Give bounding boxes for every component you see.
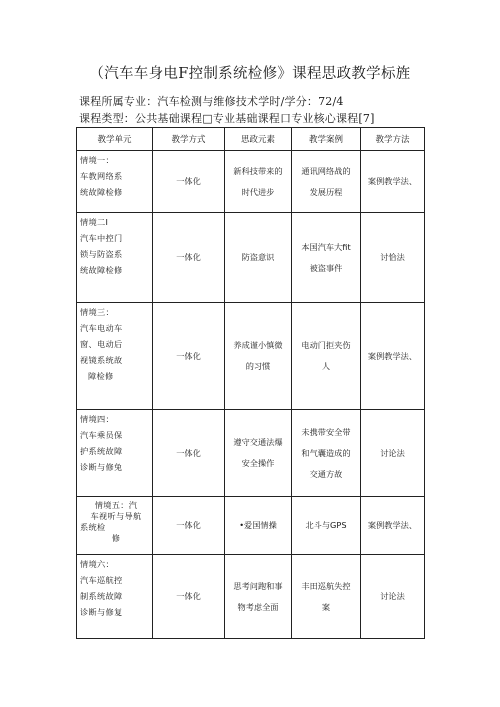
element-line: 防盗意识 xyxy=(241,252,275,262)
header-approach: 教学方法 xyxy=(361,128,425,151)
element-line: •爱国情操 xyxy=(239,520,277,530)
case-cell xyxy=(292,303,361,410)
approach-cell: 案例教学法、 xyxy=(361,151,425,213)
table-row xyxy=(77,303,425,410)
header-case: 教学案例 xyxy=(292,128,361,151)
unit-line: 统故障检修 xyxy=(80,265,123,275)
unit-line: 系统检 xyxy=(80,522,106,532)
element-cell xyxy=(225,151,292,213)
method-cell: 一体化 xyxy=(153,555,225,639)
element-line: 的习惯 xyxy=(245,361,271,371)
case-line: 发展历程 xyxy=(309,186,343,197)
case-line: 被盗事件 xyxy=(309,262,343,273)
unit-line: 汽车中控门 xyxy=(80,233,123,243)
method-cell: 一体化 xyxy=(153,410,225,497)
unit-cell xyxy=(77,410,153,497)
page-title: （汽车车身电F控制系统检修》课程思政教学标旌 xyxy=(89,66,411,82)
case-line: 交通方故 xyxy=(309,468,343,479)
case-line: 北斗与GPS xyxy=(305,520,347,530)
element-line: 思考问跑和事 xyxy=(233,580,283,591)
case-cell xyxy=(292,410,361,497)
element-line: 遵守交通法爆 xyxy=(233,437,283,447)
case-cell xyxy=(292,151,361,213)
teaching-standard-table xyxy=(76,127,425,639)
case-line: 案 xyxy=(321,601,331,612)
unit-line: 锁与防盗系 xyxy=(80,249,123,259)
table-row xyxy=(77,555,425,639)
unit-line: 情境四： xyxy=(80,414,114,424)
unit-line: 诊断与修复 xyxy=(80,607,123,617)
element-cell xyxy=(225,213,292,303)
case-cell xyxy=(292,213,361,303)
approach-cell: 讨恰法 xyxy=(361,213,425,303)
header-unit: 教学单元 xyxy=(77,128,153,151)
method-cell: 一体化 xyxy=(153,213,225,303)
unit-line: 车视听与导航 xyxy=(90,511,142,521)
unit-cell xyxy=(77,303,153,410)
unit-line: 护系统故障 xyxy=(80,446,123,456)
element-line: 安全操作 xyxy=(241,458,275,468)
element-line: 物考虑全面 xyxy=(237,601,279,612)
case-cell xyxy=(292,555,361,639)
element-line: 时代进步 xyxy=(241,186,275,197)
course-major-hours: 课程所属专业：汽车检测与维修技术学时/学分：72/4 xyxy=(79,95,344,108)
method-cell: 一体化 xyxy=(153,151,225,213)
approach-cell: 案例教学法、 xyxy=(361,303,425,410)
unit-line: 窗、电动后 xyxy=(80,339,123,349)
table-row xyxy=(77,410,425,497)
unit-line: 情境六： xyxy=(80,559,114,569)
unit-cell xyxy=(77,151,153,213)
unit-line: 汽车巡航控 xyxy=(80,575,123,585)
case-cell xyxy=(292,497,361,555)
case-line: 丰田巡航失控 xyxy=(301,580,351,591)
unit-line: 制系统故障 xyxy=(80,591,123,601)
table-header-row xyxy=(77,128,425,151)
unit-line: 视镜系统故 xyxy=(80,355,123,365)
unit-line: 情境五：汽 xyxy=(94,500,138,510)
method-cell: 一体化 xyxy=(153,497,225,555)
case-line: 未携带安全带 xyxy=(301,426,351,437)
method-cell: 一体化 xyxy=(153,303,225,410)
approach-cell: 讨论法 xyxy=(361,410,425,497)
unit-line: 障检修 xyxy=(88,371,114,381)
case-line: 通讯网络战的 xyxy=(301,165,351,176)
unit-line: 车教网络系 xyxy=(80,171,123,181)
unit-cell xyxy=(77,213,153,303)
element-line: 养成谨小慎微 xyxy=(233,340,283,350)
unit-line: 诊断与修兔 xyxy=(80,462,123,472)
approach-cell: 案例教学法、 xyxy=(361,497,425,555)
unit-line: 统故障检修 xyxy=(80,187,123,197)
approach-cell: 讨论法 xyxy=(361,555,425,639)
unit-cell xyxy=(77,497,153,555)
course-type: 课程类型：公共基础课程□专业基础课程口专业核心课程[7] xyxy=(79,112,375,125)
unit-line: 汽车电动车 xyxy=(80,323,123,333)
element-line: 新科技带来的 xyxy=(233,165,283,176)
table-row xyxy=(77,497,425,555)
element-cell xyxy=(225,303,292,410)
unit-line: 情境一： xyxy=(80,155,114,165)
case-line: 电动门拒夹伤 xyxy=(301,340,351,350)
element-cell xyxy=(225,555,292,639)
header-method: 教学方式 xyxy=(153,128,225,151)
case-line: 和气囊造成的 xyxy=(301,447,351,458)
unit-line: 情境二I xyxy=(80,217,109,227)
header-element: 思政元素 xyxy=(225,128,292,151)
unit-line: 汽车乘员保 xyxy=(80,430,123,440)
table-row xyxy=(77,151,425,213)
table-row xyxy=(77,213,425,303)
unit-line: 情境三： xyxy=(80,307,114,317)
case-line: 人 xyxy=(321,361,331,371)
element-cell xyxy=(225,410,292,497)
unit-cell xyxy=(77,555,153,639)
unit-line: 修 xyxy=(111,533,121,543)
case-line: 本国汽车大fit xyxy=(301,241,351,252)
element-cell xyxy=(225,497,292,555)
